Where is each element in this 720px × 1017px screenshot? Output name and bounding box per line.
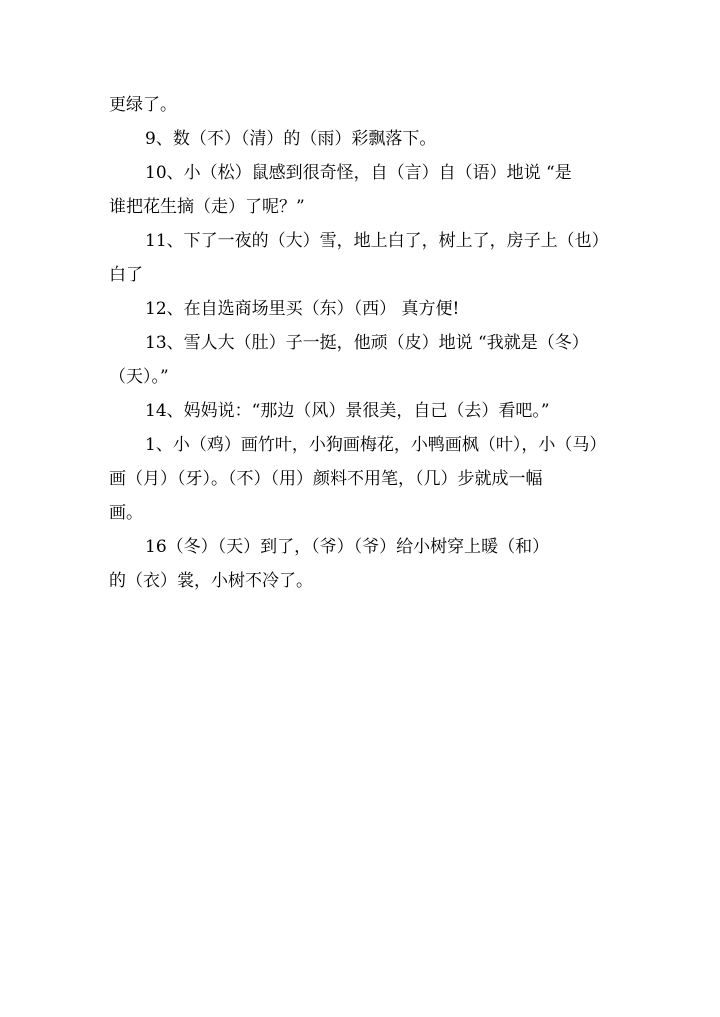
- text-line: 画（月）（牙）。（不）（用）颜料不用笔，（几）步就成一幅: [109, 469, 543, 489]
- text-line: （天）。”: [109, 367, 169, 387]
- paragraph-item-13: [109, 326, 619, 394]
- text-line: 13、雪人大（肚）子一挺，他顽（皮）地说 “我就是（冬）: [145, 333, 589, 353]
- paragraph-item-14: [109, 394, 619, 428]
- text-line: 谁把花生摘（走）了呢？”: [109, 197, 305, 217]
- text-line: 12、在自选商场里买（东）（西） 真方便!: [145, 299, 460, 319]
- document-body: [109, 88, 619, 598]
- text-line: 9、数（不）（清）的（雨）彩飘落下。: [145, 129, 437, 149]
- text-line: 16（冬）（天）到了，（爷）（爷）给小树穿上暖（和）: [145, 537, 550, 557]
- paragraph-item-15: [109, 428, 619, 530]
- text-line: 更绿了。: [109, 95, 177, 115]
- text-line: 1、小（鸡）画竹叶，小狗画梅花，小鸭画枫（叶），小（马）: [145, 435, 607, 455]
- paragraph-item-12: [109, 292, 619, 326]
- paragraph-item-10: [109, 156, 619, 224]
- paragraph-item-16: [109, 530, 619, 598]
- text-line: 10、小（松）鼠感到很奇怪，自（言）自（语）地说 “是: [145, 163, 572, 183]
- paragraph-continuation: [109, 88, 619, 122]
- text-line: 14、妈妈说：“那边（风）景很美，自己（去）看吧。”: [145, 401, 550, 421]
- text-line: 11、下了一夜的（大）雪，地上白了，树上了，房子上（也）: [145, 231, 609, 251]
- paragraph-item-11: [109, 224, 619, 292]
- text-line: 白了: [109, 265, 143, 285]
- text-line: 画。: [109, 503, 143, 523]
- text-line: 的（衣）裳，小树不冷了。: [109, 571, 313, 591]
- paragraph-item-9: [109, 122, 619, 156]
